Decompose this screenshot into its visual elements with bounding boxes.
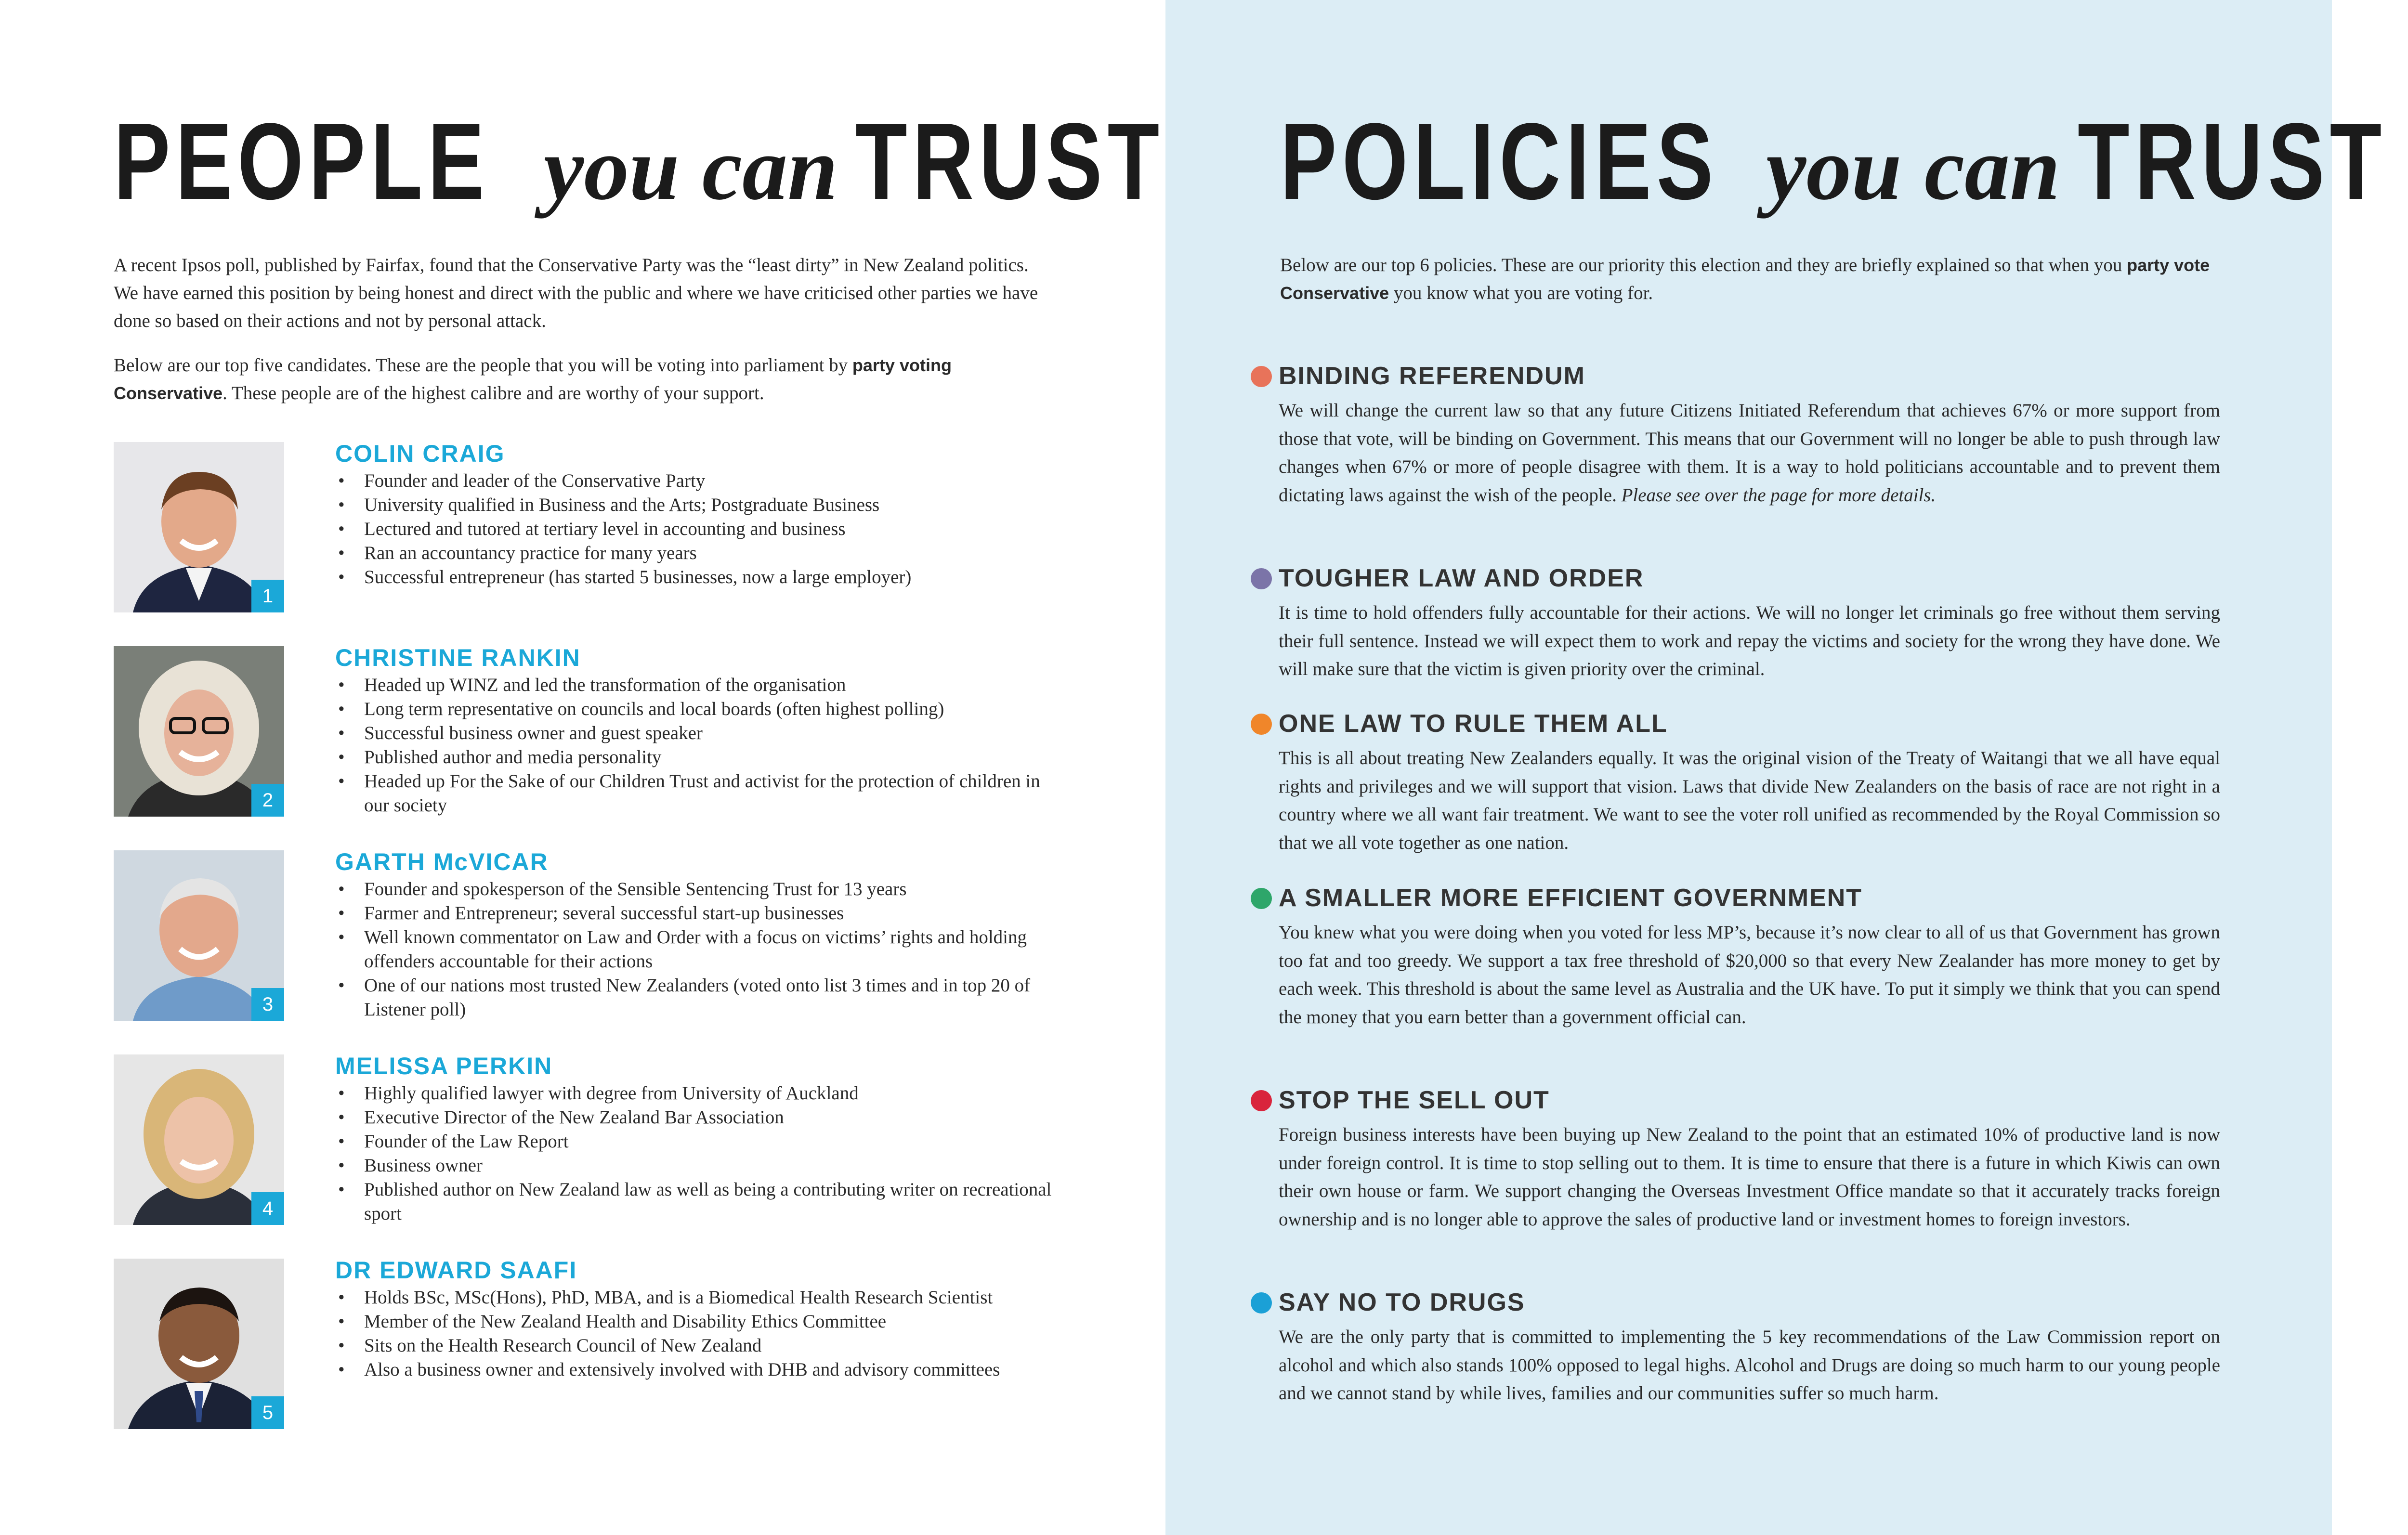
policy-3-title: ONE LAW TO RULE THEM ALL <box>1279 710 1668 738</box>
policy-6-bullet-dot <box>1251 1292 1272 1314</box>
candidate-4 <box>262 1052 1058 1226</box>
policy-2-title: TOUGHER LAW AND ORDER <box>1279 564 1644 592</box>
candidate-3-bullet: • Farmer and Entrepreneur; several successful start-up businesses <box>335 901 1058 925</box>
people-heading-script: you can <box>543 118 838 219</box>
policy-5-bullet-dot <box>1251 1090 1272 1111</box>
policy-3-bullet-dot <box>1251 714 1272 735</box>
candidate-1-bullet: • Founder and leader of the Conservative Party <box>335 469 1058 493</box>
candidate-name-4: MELISSA PERKIN <box>335 1053 553 1080</box>
policy-6-title: SAY NO TO DRUGS <box>1279 1288 1525 1316</box>
candidate-number-4: 4 <box>251 1192 284 1225</box>
people-intro-2-bold: party voting Conservative <box>114 355 952 403</box>
candidate-photo-2 <box>114 646 284 817</box>
policies-intro-a: Below are our top 6 policies. These are our priority this election and they are briefly explained so that when you <box>1280 255 2127 275</box>
candidate-name-3: GARTH McVICAR <box>335 848 549 875</box>
candidate-2-bullet: • Headed up WINZ and led the transformation of the organisation <box>335 673 1058 697</box>
policy-1-title: BINDING REFERENDUM <box>1279 362 1585 390</box>
policy-3-text: This is all about treating New Zealanders equally. It was the original vision of the Treaty of Waitangi that we all have equal rights and privileges and we will support that vision. Laws that divide New Zealanders on the basis of race are not right in a country where we all want fair treatment. We want to see the voter roll unified as recommended by the Royal Commission so that we all vote together as one nation. <box>1279 748 2220 853</box>
candidate-1-bullet: • Successful entrepreneur (has started 5 businesses, now a large employer) <box>335 565 1058 589</box>
candidate-4-bullet: • Published author on New Zealand law as well as being a contributing writer on recreational sport <box>335 1178 1058 1226</box>
candidate-number-2: 2 <box>251 784 284 817</box>
people-intro-1: A recent Ipsos poll, published by Fairfax, found that the Conservative Party was the “least dirty” in New Zealand politics. We have earned this position by being honest and direct with the public and where we have criticised other parties we have done so based on their actions and not by personal attack. <box>114 255 1038 331</box>
candidate-name-5: DR EDWARD SAAFI <box>335 1257 577 1284</box>
policy-5 <box>1279 1083 2220 1234</box>
candidate-number-5: 5 <box>251 1396 284 1429</box>
policy-2-text: It is time to hold offenders fully accountable for their actions. We will no longer let criminals go free without them serving their full sentence. Instead we will expect them to work and repay the victims and society for the wrong they have done. We will make sure that the victim is given priority over the criminal. <box>1279 602 2220 679</box>
policy-6-text: We are the only party that is committed to implementing the 5 key recommendations of the Law Commission report on alcohol and which also stands 100% opposed to legal highs. Alcohol and Drugs are doing so much harm to our young people and we cannot stand by while lives, families and our communities suffer so much harm. <box>1279 1327 2220 1404</box>
candidate-5-bullet: • Member of the New Zealand Health and Disability Ethics Committee <box>335 1310 1058 1334</box>
candidate-2-bullet: • Headed up For the Sake of our Children Trust and activist for the protection of children in our society <box>335 769 1058 818</box>
policy-4-bullet-dot <box>1251 888 1272 909</box>
candidate-5 <box>262 1256 1058 1423</box>
candidate-photo-1 <box>114 442 284 612</box>
candidate-3-bullet: • One of our nations most trusted New Zealanders (voted onto list 3 times and in top 20 of Listener poll) <box>335 974 1058 1022</box>
policies-intro <box>1280 251 2221 307</box>
candidate-2-bullet: • Successful business owner and guest speaker <box>335 721 1058 745</box>
policies-heading-script: you can <box>1766 118 2060 219</box>
candidate-4-bullet: • Highly qualified lawyer with degree from University of Auckland <box>335 1081 1058 1106</box>
candidate-5-bullet: • Sits on the Health Research Council of New Zealand <box>335 1334 1058 1358</box>
candidate-3-bullet: • Well known commentator on Law and Order with a focus on victims’ rights and holding offenders accountable for their actions <box>335 925 1058 974</box>
candidate-2-bullet: • Published author and media personality <box>335 745 1058 769</box>
policies-heading-word2: TRUST <box>2077 100 2387 222</box>
policy-5-title: STOP THE SELL OUT <box>1279 1086 1550 1114</box>
policy-4-title: A SMALLER MORE EFFICIENT GOVERNMENT <box>1279 884 1863 912</box>
policy-1-bullet-dot <box>1251 366 1272 387</box>
candidate-2 <box>262 643 1058 818</box>
policies-heading <box>1280 100 2408 222</box>
candidate-3 <box>262 847 1058 1022</box>
policy-4-text: You knew what you were doing when you voted for less MP’s, because it’s now clear to all of us that Government has grown too fat and too greedy. We support a tax free threshold of $20,000 so that every New Zealander has more money to get by each week. This threshold is about the same level as Australia and the UK have. To put it simply we think that you can spend the money that you earn better than a government official can. <box>1279 922 2220 1028</box>
policy-1 <box>1279 359 2220 509</box>
candidate-number-1: 1 <box>251 580 284 612</box>
policy-3 <box>1279 707 2220 857</box>
people-intro-2 <box>114 351 1054 407</box>
policy-1-text <box>1279 397 2220 509</box>
people-heading <box>114 100 1252 222</box>
candidate-5-bullet: • Also a business owner and extensively involved with DHB and advisory committees <box>335 1358 1058 1382</box>
candidate-number-3: 3 <box>251 988 284 1021</box>
candidate-name-2: CHRISTINE RANKIN <box>335 644 581 671</box>
policy-4 <box>1279 881 2220 1031</box>
policy-1-body: We will change the current law so that any future Citizens Initiated Referendum that achieves 67% or more support from those that vote, will be binding on Government. This means that our Government will no longer be able to push through law changes when 67% or more of people disagree with them. It is a way to hold politicians accountable and to prevent them dictating laws against the wish of the people. <box>1279 400 2220 506</box>
people-heading-word2: TRUST <box>855 100 1165 222</box>
people-intro-2-b: . These people are of the highest calibre and are worthy of your support. <box>222 383 764 403</box>
people-heading-word1: PEOPLE <box>114 100 490 222</box>
candidate-4-bullet: • Business owner <box>335 1154 1058 1178</box>
candidate-photo-5 <box>114 1259 284 1429</box>
candidate-2-bullet: • Long term representative on councils and local boards (often highest polling) <box>335 697 1058 721</box>
candidate-4-bullet: • Executive Director of the New Zealand Bar Association <box>335 1106 1058 1130</box>
policy-5-text: Foreign business interests have been buying up New Zealand to the point that an estimated 10% of productive land is now under foreign control. It is time to stop selling out to them. It is time to ensure that there is a future in which Kiwis can own their own house or farm. We support changing the Overseas Investment Office mandate so that it accurately tracks foreign ownership and is no longer able to approve the sales of productive land or investment homes to foreign investors. <box>1279 1124 2220 1230</box>
policy-1-note: Please see over the page for more details. <box>1621 484 1936 506</box>
policies-intro-b: you know what you are voting for. <box>1389 283 1653 303</box>
candidate-1-bullet: • Lectured and tutored at tertiary level in accounting and business <box>335 517 1058 541</box>
candidate-4-bullet: • Founder of the Law Report <box>335 1130 1058 1154</box>
candidate-1-bullet: • University qualified in Business and the Arts; Postgraduate Business <box>335 493 1058 517</box>
policy-2 <box>1279 561 2220 684</box>
candidate-3-bullet: • Founder and spokesperson of the Sensible Sentencing Trust for 13 years <box>335 877 1058 901</box>
candidate-5-bullet: • Holds BSc, MSc(Hons), PhD, MBA, and is a Biomedical Health Research Scientist <box>335 1286 1058 1310</box>
policies-heading-word1: POLICIES <box>1280 100 1719 222</box>
policies-intro-bold: party vote Conservative <box>1280 255 2210 303</box>
policy-6 <box>1279 1286 2220 1408</box>
candidate-name-1: COLIN CRAIG <box>335 440 505 467</box>
candidate-photo-4 <box>114 1054 284 1225</box>
candidate-1-bullet: • Ran an accountancy practice for many years <box>335 541 1058 565</box>
candidate-1 <box>262 439 1058 607</box>
candidate-photo-3 <box>114 850 284 1021</box>
people-intro-2-a: Below are our top five candidates. These are the people that you will be voting into parliament by <box>114 355 852 376</box>
policy-2-bullet-dot <box>1251 568 1272 589</box>
